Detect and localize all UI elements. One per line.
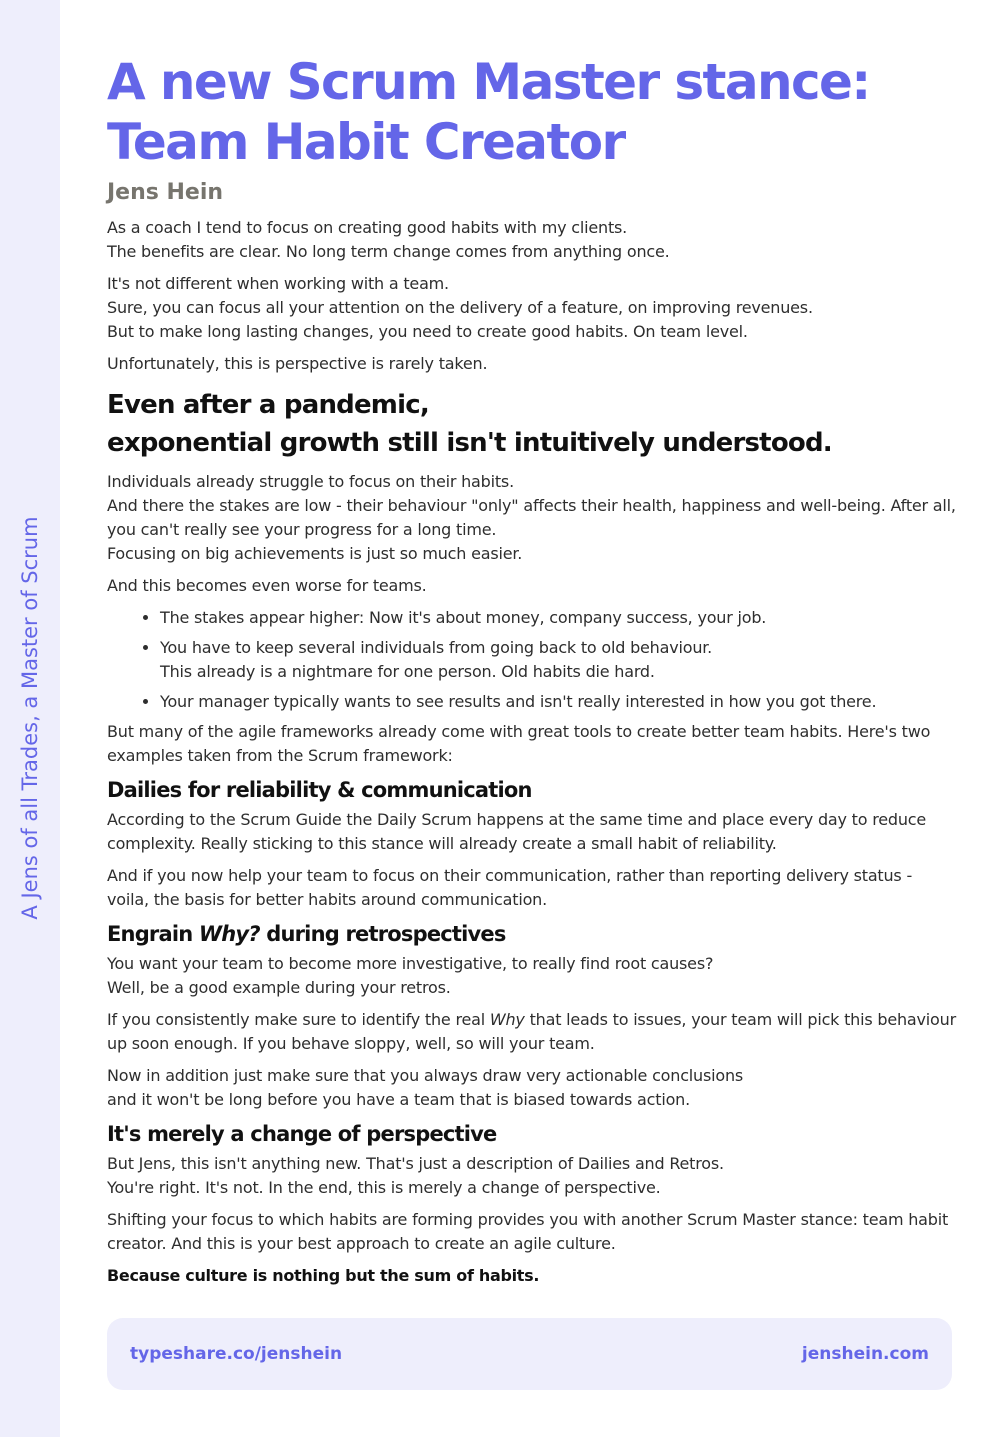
- text-line: Now in addition just make sure that you always draw very actionable conclusions: [107, 1066, 744, 1085]
- section3-paragraph-2: [107, 1008, 957, 1056]
- section-heading-perspective: It's merely a change of perspective: [107, 1122, 497, 1146]
- section1-paragraph-2: And this becomes even worse for teams.: [107, 576, 427, 595]
- section-heading-retrospectives: [107, 920, 957, 948]
- text-emphasis: Why: [489, 1010, 525, 1029]
- text-line: and it won't be long before you have a team that is biased towards action.: [107, 1090, 690, 1109]
- text-line: But Jens, this isn't anything new. That's just a description of Dailies and Retros.: [107, 1154, 724, 1173]
- section2-paragraph-1: According to the Scrum Guide the Daily Scrum happens at the same time and place every day to reduce complexity. Really sticking to this stance will already create a small habit of reliability.: [107, 810, 927, 853]
- author-name: Jens Hein: [107, 180, 224, 205]
- article: [107, 52, 957, 1296]
- text-line: You're right. It's not. In the end, this is merely a change of perspective.: [107, 1178, 661, 1197]
- text-line: As a coach I tend to focus on creating good habits with my clients.: [107, 218, 628, 237]
- text-line: You want your team to become more investigative, to really find root causes?: [107, 954, 714, 973]
- heading-part: during retrospectives: [259, 922, 506, 946]
- text-part: If you consistently make sure to identify the real: [107, 1010, 490, 1029]
- text-line: The benefits are clear. No long term change comes from anything once.: [107, 242, 670, 261]
- list-item: [160, 606, 957, 630]
- section-heading-pandemic: [107, 386, 957, 462]
- text-line: You have to keep several individuals from going back to old behaviour.: [160, 638, 713, 657]
- title-line-1: A new Scrum Master stance:: [107, 53, 870, 111]
- text-line: Well, be a good example during your retros.: [107, 978, 451, 997]
- section1-paragraph-3: But many of the agile frameworks already come with great tools to create better team habits. Here's two examples taken from the Scrum framework:: [107, 722, 931, 765]
- text-line: Sure, you can focus all your attention on the delivery of a feature, on improving revenues.: [107, 298, 813, 317]
- bullet-list: [107, 606, 957, 714]
- text-part: that leads to issues, your team will pick this behaviour up soon enough. If you behave sloppy, well, so will your team.: [107, 1010, 956, 1053]
- section4-paragraph-1: [107, 1152, 957, 1200]
- intro-paragraph-1: [107, 216, 957, 264]
- text-line: And there the stakes are low - their behaviour "only" affects their health, happiness and well-being. After all, you can't really see your progress for a long time.: [107, 496, 956, 539]
- section3-paragraph-3: [107, 1064, 957, 1112]
- typeshare-link[interactable]: typeshare.co/jenshein: [130, 1344, 343, 1364]
- heading-line: Even after a pandemic,: [107, 390, 429, 420]
- section3-paragraph-1: [107, 952, 957, 1000]
- heading-emphasis: Why?: [198, 922, 260, 946]
- text-line: It's not different when working with a team.: [107, 274, 449, 293]
- text-line: But to make long lasting changes, you need to create good habits. On team level.: [107, 322, 748, 341]
- website-link[interactable]: jenshein.com: [801, 1344, 929, 1364]
- title-line-2: Team Habit Creator: [107, 113, 625, 171]
- heading-part: Engrain: [107, 922, 199, 946]
- article-title: [107, 52, 957, 172]
- text-line: Focusing on big achievements is just so much easier.: [107, 544, 523, 563]
- intro-paragraph-2: [107, 272, 957, 344]
- text-line: This already is a nightmare for one person. Old habits die hard.: [160, 662, 655, 681]
- section2-paragraph-2: And if you now help your team to focus on their communication, rather than reporting delivery status - voila, the basis for better habits around communication.: [107, 866, 913, 909]
- intro-paragraph-3: Unfortunately, this is perspective is rarely taken.: [107, 354, 488, 373]
- sidebar: [0, 0, 60, 1437]
- text-line: The stakes appear higher: Now it's about money, company success, your job.: [160, 608, 767, 627]
- list-item: [160, 636, 957, 684]
- section1-paragraph-1: [107, 470, 957, 566]
- footer-bar: [107, 1318, 952, 1390]
- text-line: Your manager typically wants to see results and isn't really interested in how you got there.: [160, 692, 877, 711]
- closing-statement: Because culture is nothing but the sum of habits.: [107, 1266, 540, 1285]
- heading-line: exponential growth still isn't intuitively understood.: [107, 428, 832, 458]
- section4-paragraph-2: Shifting your focus to which habits are forming provides you with another Scrum Master stance: team habit creator. And this is your best approach to create an agile culture.: [107, 1210, 949, 1253]
- list-item: [160, 690, 957, 714]
- sidebar-tagline: A Jens of all Trades, a Master of Scrum: [18, 516, 42, 920]
- text-line: Individuals already struggle to focus on their habits.: [107, 472, 514, 491]
- section-heading-dailies: Dailies for reliability & communication: [107, 778, 532, 802]
